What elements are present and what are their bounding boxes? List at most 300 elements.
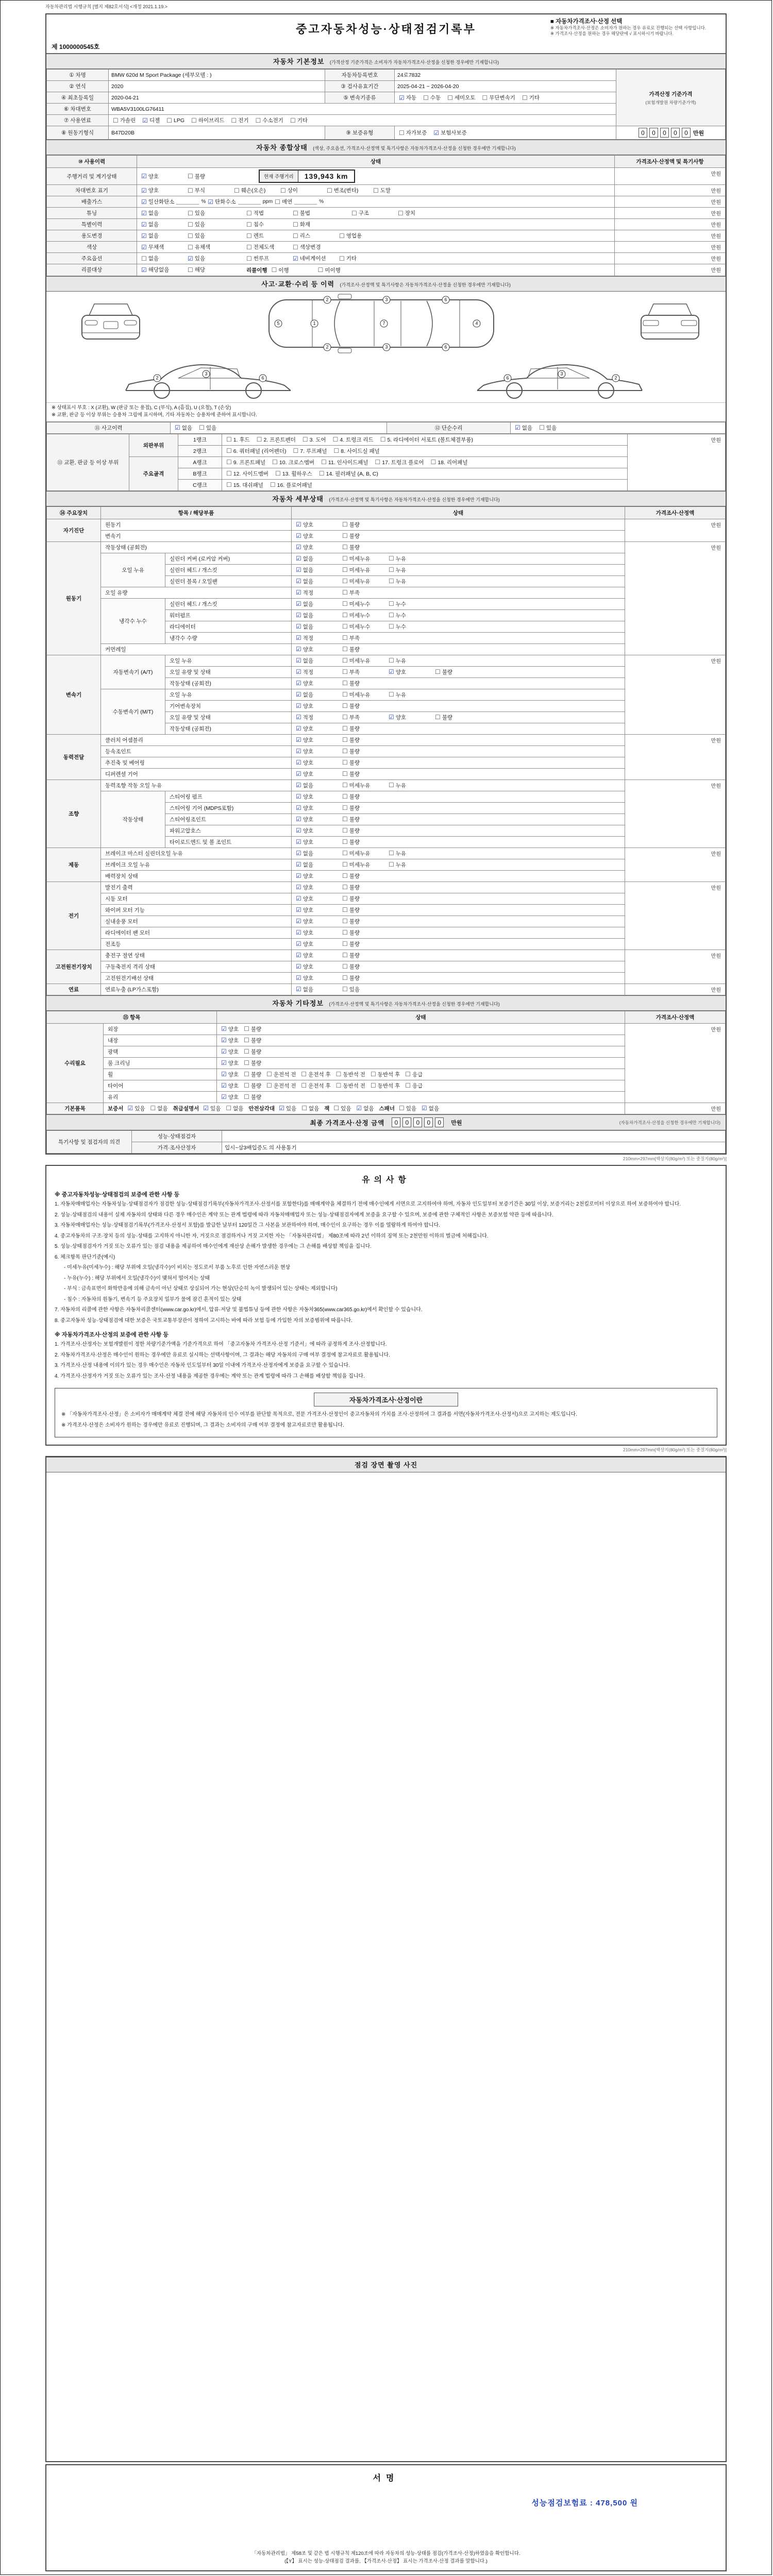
checkbox-unchecked[interactable] (342, 668, 386, 676)
checkbox-unchecked[interactable] (266, 1082, 296, 1090)
checkbox-unchecked[interactable] (342, 850, 386, 857)
checkbox-unchecked[interactable] (380, 436, 473, 444)
field-value-plate-number: 24로7832 (395, 70, 616, 81)
checkbox-unchecked[interactable] (150, 1105, 168, 1112)
checkbox-unchecked[interactable] (342, 986, 386, 993)
checkbox-icon: ☐ (244, 1037, 249, 1044)
checkbox-checked[interactable] (296, 929, 340, 937)
checkbox-unchecked[interactable] (342, 600, 386, 608)
checkbox-unchecked[interactable] (389, 555, 433, 563)
checkbox-checked[interactable] (221, 1048, 239, 1056)
checkbox-unchecked[interactable] (257, 436, 296, 444)
checkbox-unchecked[interactable] (339, 255, 383, 262)
checkbox-unchecked[interactable] (280, 187, 325, 194)
checkbox-unchecked[interactable] (246, 243, 291, 251)
status-cell (292, 734, 625, 745)
checkbox-unchecked[interactable] (244, 1071, 261, 1078)
checkbox-unchecked[interactable] (301, 1071, 330, 1078)
checkbox-unchecked[interactable] (336, 1082, 365, 1090)
checkbox-unchecked[interactable] (244, 1082, 261, 1090)
checkbox-unchecked[interactable] (342, 940, 386, 948)
checkbox-checked[interactable] (296, 884, 340, 891)
checkbox-label: 없음 (181, 425, 193, 431)
checkbox-checked[interactable] (296, 657, 340, 665)
option-group-label: 스패너 (379, 1106, 395, 1112)
checkbox-unchecked[interactable] (342, 827, 386, 835)
checkbox-checked[interactable] (296, 736, 340, 744)
checkbox-checked[interactable] (296, 793, 340, 801)
checkbox-unchecked[interactable] (342, 782, 386, 789)
checkbox-unchecked[interactable] (234, 187, 278, 194)
checkbox-checked[interactable] (296, 748, 340, 755)
checkbox-checked[interactable] (221, 1059, 239, 1067)
checkbox-checked[interactable] (141, 266, 186, 274)
checkbox-checked[interactable] (296, 589, 340, 597)
checkbox-unchecked[interactable] (321, 459, 368, 466)
checkbox-label: 불량 (250, 1060, 262, 1066)
price-cell: 만원 (625, 779, 726, 848)
checkbox-checked[interactable] (203, 1105, 221, 1112)
price-option-title[interactable]: ■ 자동차가격조사·산정 선택 (550, 19, 623, 25)
checkbox-checked[interactable] (296, 646, 340, 653)
checkbox-checked[interactable] (296, 770, 340, 778)
checkbox-unchecked[interactable] (246, 232, 291, 240)
status-cell (217, 1046, 625, 1057)
checkbox-label: 17. 트렁크 플로어 (382, 459, 424, 466)
checkbox-unchecked[interactable] (334, 447, 380, 455)
checkbox-unchecked[interactable] (342, 623, 386, 631)
checkbox-unchecked[interactable] (256, 116, 283, 124)
checkbox-checked[interactable] (296, 702, 340, 710)
checkbox-label: 양호 (395, 714, 407, 721)
checkbox-unchecked[interactable] (389, 578, 433, 585)
checkbox-unchecked[interactable] (244, 1037, 261, 1044)
checkbox-checked[interactable] (296, 566, 340, 574)
checkbox-unchecked[interactable] (342, 918, 386, 925)
checkbox-unchecked[interactable] (336, 1071, 365, 1078)
checkbox-unchecked[interactable] (191, 116, 224, 124)
device-row (47, 643, 726, 655)
checkbox-checked[interactable] (296, 623, 340, 631)
checkbox-checked[interactable] (296, 850, 340, 857)
checkbox-checked[interactable] (221, 1071, 239, 1078)
checkbox-checked[interactable] (279, 1105, 296, 1112)
checkbox-unchecked[interactable] (431, 459, 468, 466)
checkbox-icon: ☑ (296, 736, 301, 744)
checkbox-label: 무단변속기 (489, 95, 515, 101)
device-row (47, 916, 726, 927)
checkbox-unchecked[interactable] (199, 424, 216, 432)
checkbox-unchecked[interactable] (188, 209, 232, 217)
checkbox-unchecked[interactable] (447, 94, 475, 101)
checkbox-checked[interactable] (296, 532, 340, 540)
checkbox-unchecked[interactable] (188, 266, 232, 274)
checkbox-checked[interactable] (296, 816, 340, 823)
checkbox-unchecked[interactable] (435, 714, 479, 721)
checkbox-icon: ☐ (113, 116, 119, 124)
checkbox-unchecked[interactable] (318, 266, 362, 274)
checkbox-unchecked[interactable] (342, 884, 386, 891)
checkbox-unchecked[interactable] (482, 94, 515, 101)
checkbox-unchecked[interactable] (188, 221, 232, 228)
checkbox-checked[interactable] (296, 986, 340, 993)
checkbox-unchecked[interactable] (405, 1082, 423, 1090)
checkbox-label: 11. 인사이드패널 (328, 459, 368, 466)
checkbox-checked[interactable] (296, 725, 340, 733)
checkbox-checked[interactable] (296, 918, 340, 925)
checkbox-unchecked[interactable] (399, 1105, 416, 1112)
checkbox-icon: ☐ (301, 1105, 307, 1112)
checkbox-unchecked[interactable] (301, 1082, 330, 1090)
checkbox-checked[interactable] (296, 612, 340, 619)
overall-row (47, 242, 726, 253)
checkbox-unchecked[interactable] (342, 872, 386, 880)
price-cell: 만원 (615, 242, 726, 253)
checkbox-unchecked[interactable] (342, 861, 386, 869)
form-header (46, 14, 726, 54)
checkbox-icon: ☑ (296, 544, 301, 551)
repair-row (47, 434, 726, 445)
device-row (47, 1091, 726, 1103)
checkbox-unchecked[interactable] (342, 578, 386, 585)
field-label-warranty-type: ⑨ 보증유형 (325, 126, 395, 140)
checkbox-unchecked[interactable] (275, 470, 312, 478)
checkbox-unchecked[interactable] (342, 838, 386, 846)
checkbox-icon: ☐ (244, 1093, 249, 1101)
checkbox-unchecked[interactable] (266, 1071, 296, 1078)
checkbox-unchecked[interactable] (301, 1105, 319, 1112)
checkbox-unchecked[interactable] (389, 691, 433, 699)
checkbox-checked[interactable] (296, 782, 340, 789)
item-label: 휠 (104, 1069, 217, 1080)
checkbox-unchecked[interactable] (342, 929, 386, 937)
checkbox-unchecked[interactable] (522, 94, 540, 101)
checkbox-checked[interactable] (399, 94, 416, 101)
checkbox-checked[interactable] (221, 1093, 239, 1101)
checkbox-unchecked[interactable] (399, 129, 427, 137)
checkbox-unchecked[interactable] (188, 232, 232, 240)
amount-digit: 0 (649, 128, 658, 138)
checkbox-label: 네비게이션 (299, 256, 326, 262)
checkbox-checked[interactable] (208, 198, 273, 206)
history-item-label: 색상 (47, 242, 137, 253)
checkbox-checked[interactable] (356, 1105, 374, 1112)
checkbox-unchecked[interactable] (342, 612, 386, 619)
checkbox-unchecked[interactable] (246, 209, 291, 217)
checkbox-checked[interactable] (389, 714, 433, 721)
checkbox-label: 해당없음 (148, 267, 170, 273)
checkbox-icon: ☐ (226, 436, 232, 444)
checkbox-icon: ☐ (342, 521, 348, 529)
checkbox-checked[interactable] (175, 424, 192, 432)
checkbox-checked[interactable] (389, 668, 433, 676)
checkbox-checked[interactable] (296, 974, 340, 982)
checkbox-icon: ☑ (296, 714, 301, 721)
checkbox-unchecked[interactable] (226, 459, 265, 466)
checkbox-icon: ☐ (266, 1071, 272, 1078)
checkbox-checked[interactable] (296, 714, 340, 721)
checkbox-unchecked[interactable] (226, 1105, 243, 1112)
checkbox-unchecked[interactable] (342, 657, 386, 665)
checkbox-unchecked[interactable] (293, 447, 327, 455)
checkbox-unchecked[interactable] (342, 702, 386, 710)
checkbox-unchecked[interactable] (188, 243, 232, 251)
price-appraisal-definition-box (55, 1388, 717, 1437)
checkbox-unchecked[interactable] (342, 793, 386, 801)
checkbox-unchecked[interactable] (373, 187, 417, 194)
checkbox-unchecked[interactable] (389, 850, 433, 857)
checkbox-unchecked[interactable] (244, 1059, 261, 1067)
value-blank[interactable] (238, 199, 261, 205)
checkbox-icon: ☐ (342, 895, 348, 903)
checkbox-unchecked[interactable] (342, 714, 386, 721)
checkbox-unchecked[interactable] (226, 447, 287, 455)
checkbox-checked[interactable] (141, 209, 186, 217)
checkbox-label: 불량 (194, 173, 206, 180)
amount-digit: 0 (682, 128, 691, 138)
parts-cell (222, 479, 628, 490)
checkbox-label: 양호 (303, 827, 314, 834)
checkbox-label: 기타 (297, 117, 308, 124)
checkbox-icon: ☐ (342, 986, 348, 993)
item-label: 기어변속장치 (165, 700, 292, 711)
checkbox-unchecked[interactable] (166, 117, 184, 124)
checkbox-unchecked[interactable] (188, 173, 232, 180)
checkbox-unchecked[interactable] (293, 209, 337, 217)
checkbox-checked[interactable] (296, 827, 340, 835)
status-cell (292, 882, 625, 893)
checkbox-unchecked[interactable] (539, 424, 557, 432)
checkbox-checked[interactable] (296, 952, 340, 959)
checkbox-unchecked[interactable] (333, 436, 374, 444)
status-cell (292, 938, 625, 950)
checkbox-icon: ☑ (175, 424, 180, 432)
checkbox-checked[interactable] (296, 861, 340, 869)
panel-number-marker: 3 (383, 343, 391, 351)
checkbox-unchecked[interactable] (272, 459, 314, 466)
checkbox-unchecked[interactable] (405, 1071, 423, 1078)
checkbox-unchecked[interactable] (293, 232, 337, 240)
checkbox-label: 없음 (303, 612, 314, 619)
checkbox-unchecked[interactable] (375, 459, 424, 466)
checkbox-checked[interactable] (515, 424, 532, 432)
checkbox-unchecked[interactable] (342, 759, 386, 767)
checkbox-icon: ☐ (342, 646, 348, 653)
checkbox-unchecked[interactable] (342, 521, 386, 529)
checkbox-unchecked[interactable] (389, 600, 433, 608)
checkbox-unchecked[interactable] (293, 243, 337, 251)
checkbox-checked[interactable] (433, 129, 466, 137)
checkbox-unchecked[interactable] (371, 1082, 400, 1090)
checkbox-unchecked[interactable] (303, 436, 326, 444)
checkbox-icon: ☑ (296, 566, 301, 574)
checkbox-icon: ☑ (296, 816, 301, 823)
checkbox-checked[interactable] (141, 173, 186, 180)
table-header-row (47, 506, 726, 519)
checkbox-checked[interactable] (142, 116, 160, 124)
checkbox-checked[interactable] (296, 963, 340, 971)
checkbox-unchecked[interactable] (342, 646, 386, 653)
checkbox-icon: ☐ (256, 436, 262, 444)
checkbox-unchecked[interactable] (141, 255, 186, 262)
checkbox-unchecked[interactable] (342, 770, 386, 778)
checkbox-icon: ☑ (141, 187, 147, 194)
checkbox-checked[interactable] (296, 600, 340, 608)
checkbox-checked[interactable] (296, 521, 340, 529)
checkbox-checked[interactable] (296, 872, 340, 880)
checkbox-unchecked[interactable] (342, 634, 386, 642)
checkbox-unchecked[interactable] (342, 748, 386, 755)
checkbox-unchecked[interactable] (342, 816, 386, 823)
checkbox-checked[interactable] (296, 578, 340, 585)
checkbox-checked[interactable] (296, 634, 340, 642)
checkbox-unchecked[interactable] (342, 725, 386, 733)
checkbox-unchecked[interactable] (327, 187, 371, 194)
checkbox-checked[interactable] (296, 838, 340, 846)
checkbox-unchecked[interactable] (342, 589, 386, 597)
status-cell (292, 689, 625, 700)
checkbox-label: 불량 (349, 918, 360, 925)
checkbox-checked[interactable] (221, 1037, 239, 1044)
checkbox-checked[interactable] (141, 221, 186, 228)
checkbox-unchecked[interactable] (342, 963, 386, 971)
checkbox-label: 구조 (358, 210, 369, 216)
checkbox-label: 미이행 (325, 267, 341, 274)
item-label: 라디에이터 (165, 621, 292, 632)
checkbox-checked[interactable] (141, 198, 206, 206)
checkbox-checked[interactable] (293, 255, 337, 262)
checkbox-checked[interactable] (188, 255, 232, 262)
checkbox-icon: ☑ (296, 691, 301, 699)
checkbox-icon: ☑ (296, 986, 301, 993)
item-label: 광택 (104, 1046, 217, 1057)
checkbox-label: 양호 (395, 669, 407, 675)
checkbox-checked[interactable] (296, 759, 340, 767)
checkbox-unchecked[interactable] (342, 804, 386, 812)
checkbox-checked[interactable] (296, 668, 340, 676)
checkbox-unchecked[interactable] (270, 481, 312, 489)
checkbox-unchecked[interactable] (246, 221, 291, 228)
checkbox-unchecked[interactable] (275, 198, 324, 206)
checkbox-unchecked[interactable] (389, 861, 433, 869)
checkbox-label: 양호 (228, 1071, 239, 1078)
checkbox-unchecked[interactable] (293, 221, 337, 228)
checkbox-icon: ☐ (188, 266, 193, 274)
checkbox-checked[interactable] (296, 940, 340, 948)
repair-row (47, 456, 726, 468)
checkbox-checked[interactable] (141, 243, 186, 251)
checkbox-unchecked[interactable] (342, 680, 386, 687)
checkbox-unchecked[interactable] (389, 782, 433, 789)
checkbox-unchecked[interactable] (226, 470, 268, 478)
checkbox-unchecked[interactable] (272, 266, 316, 274)
checkbox-unchecked[interactable] (389, 566, 433, 574)
checkbox-checked[interactable] (422, 1105, 439, 1112)
checkbox-checked[interactable] (141, 187, 186, 194)
checkbox-unchecked[interactable] (342, 906, 386, 914)
checkbox-label: 양호 (148, 173, 159, 180)
checkbox-checked[interactable] (127, 1105, 145, 1112)
checkbox-unchecked[interactable] (231, 116, 249, 124)
checkbox-unchecked[interactable] (342, 952, 386, 959)
checkbox-unchecked[interactable] (398, 209, 442, 217)
checkbox-unchecked[interactable] (351, 209, 396, 217)
checkbox-checked[interactable] (296, 544, 340, 551)
checkbox-unchecked[interactable] (244, 1048, 261, 1056)
checkbox-unchecked[interactable] (435, 668, 479, 676)
checkbox-label: 불량 (349, 725, 360, 732)
checkbox-icon: ☐ (321, 459, 327, 466)
checkbox-unchecked[interactable] (342, 974, 386, 982)
status-cell (292, 825, 625, 836)
panel-number-marker: 4 (473, 319, 481, 327)
checkbox-checked[interactable] (141, 232, 186, 240)
checkbox-unchecked[interactable] (389, 657, 433, 665)
checkbox-unchecked[interactable] (319, 470, 378, 478)
checkbox-unchecked[interactable] (423, 94, 441, 101)
checkbox-unchecked[interactable] (342, 736, 386, 744)
checkbox-checked[interactable] (296, 555, 340, 563)
checkbox-unchecked[interactable] (342, 544, 386, 551)
checkbox-unchecked[interactable] (244, 1093, 261, 1101)
checkbox-icon: ☑ (356, 1105, 362, 1112)
panel-number-marker: 3 (383, 296, 391, 303)
checkbox-unchecked[interactable] (290, 116, 308, 124)
checkbox-unchecked[interactable] (188, 187, 232, 194)
checkbox-unchecked[interactable] (389, 623, 433, 631)
value-blank[interactable] (176, 199, 199, 205)
checkbox-unchecked[interactable] (246, 255, 291, 262)
checkbox-icon: ☐ (389, 612, 394, 619)
checkbox-label: 12. 사이드멤버 (233, 470, 268, 477)
checkbox-unchecked[interactable] (244, 1025, 261, 1033)
table-row (47, 126, 726, 140)
amount-digit: 0 (424, 1117, 433, 1127)
checkbox-unchecked[interactable] (342, 555, 386, 563)
checkbox-unchecked[interactable] (113, 116, 136, 124)
checkbox-unchecked[interactable] (333, 1105, 351, 1112)
checkbox-checked[interactable] (296, 691, 340, 699)
checkbox-icon: ☐ (430, 459, 436, 466)
price-cell: 만원 (625, 848, 726, 882)
checkbox-label: 없음 (303, 567, 314, 573)
checkbox-unchecked[interactable] (342, 691, 386, 699)
item-label: 스티어링 펌프 (165, 791, 292, 802)
checkbox-checked[interactable] (296, 906, 340, 914)
checkbox-unchecked[interactable] (371, 1071, 400, 1078)
checkbox-icon: ☐ (423, 94, 429, 101)
field-value-model-year: 2020 (109, 81, 325, 92)
checkbox-icon: ☑ (389, 668, 394, 676)
section-title: 자동차 기본정보 (273, 58, 325, 65)
checkbox-label: 4. 트렁크 리드 (340, 436, 374, 443)
checkbox-checked[interactable] (296, 895, 340, 903)
checkbox-checked[interactable] (221, 1025, 239, 1033)
checkbox-label: 불량 (349, 805, 360, 811)
checkbox-unchecked[interactable] (342, 532, 386, 540)
checkbox-unchecked[interactable] (226, 481, 263, 489)
checkbox-unchecked[interactable] (342, 895, 386, 903)
value-blank[interactable] (294, 199, 317, 205)
checkbox-checked[interactable] (221, 1082, 239, 1090)
checkbox-unchecked[interactable] (342, 566, 386, 574)
checkbox-unchecked[interactable] (339, 232, 383, 240)
checkbox-checked[interactable] (296, 804, 340, 812)
checkbox-checked[interactable] (296, 680, 340, 687)
checkbox-unchecked[interactable] (389, 612, 433, 619)
overall-condition-table (46, 155, 726, 276)
checkbox-unchecked[interactable] (226, 436, 250, 444)
